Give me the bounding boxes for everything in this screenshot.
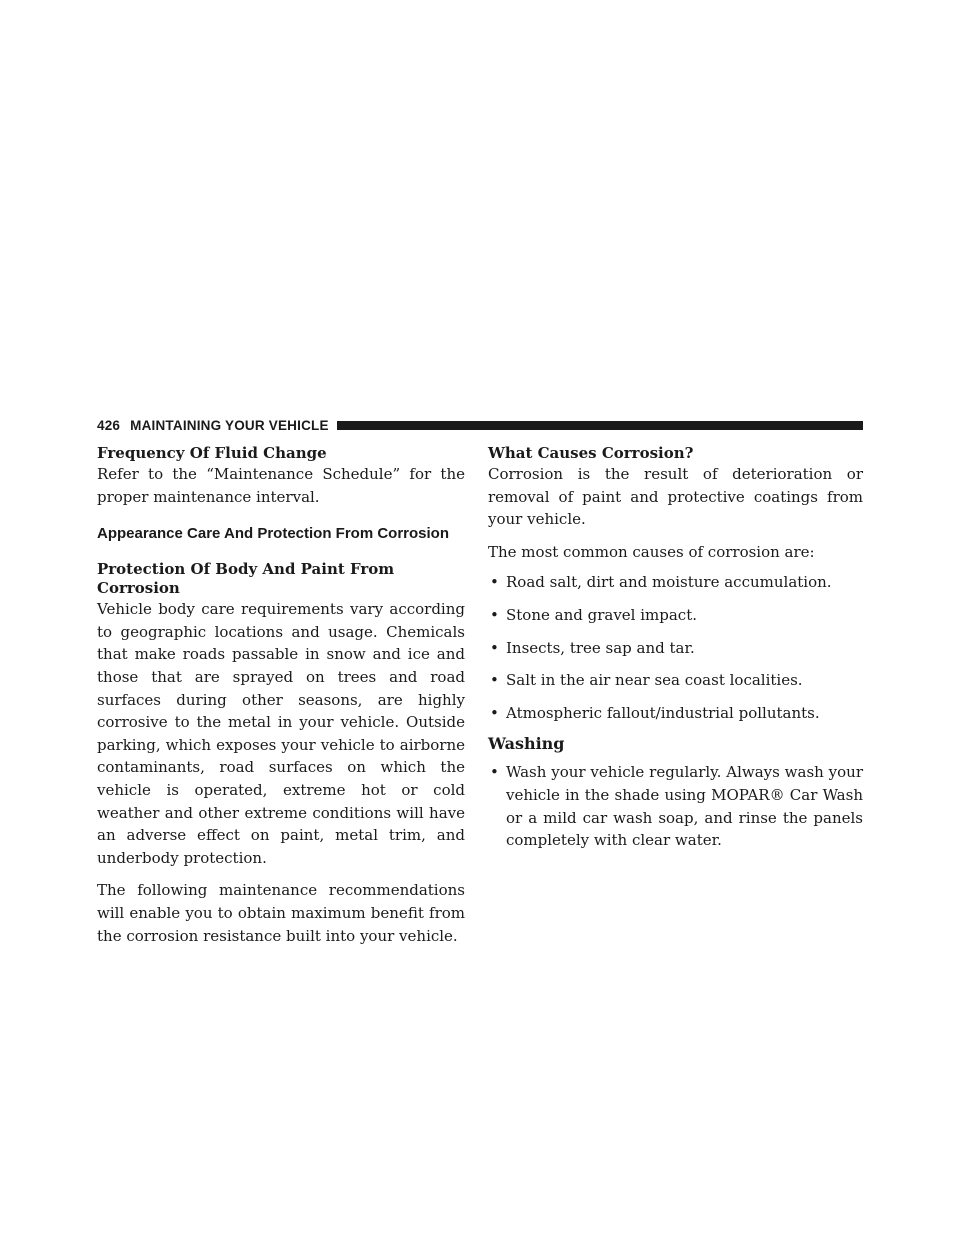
section-title: MAINTAINING YOUR VEHICLE	[130, 417, 329, 433]
washing-heading: Washing	[488, 734, 565, 754]
fluid-change-heading: Frequency Of Fluid Change	[97, 444, 327, 462]
bullet-icon: •	[490, 573, 499, 592]
left-column	[97, 444, 465, 947]
list-item-text: Wash your vehicle regularly. Always wash your vehicle in the shade using MOPAR® Car Wash or a mild car wash soap, and rinse the panels completely with clear water.	[506, 763, 863, 850]
list-item	[488, 571, 863, 594]
list-item-text: Road salt, dirt and moisture accumulation.	[506, 573, 832, 592]
bullet-icon: •	[490, 638, 499, 657]
washing-list	[488, 761, 863, 851]
page-header	[97, 417, 863, 433]
corrosion-definition-paragraph: Corrosion is the result of deterioration or removal of paint and protective coatings from your vehicle.	[488, 465, 863, 529]
page-number: 426	[97, 417, 121, 433]
list-item-text: Salt in the air near sea coast localities.	[506, 671, 803, 690]
right-column	[488, 444, 863, 852]
bullet-icon: •	[490, 671, 499, 690]
bullet-icon: •	[490, 703, 499, 722]
list-item	[488, 637, 863, 660]
corrosion-causes-list	[488, 571, 863, 724]
list-item-text: Stone and gravel impact.	[506, 605, 698, 624]
body-paint-protection-heading: Protection Of Body And Paint From Corrosion	[97, 560, 395, 598]
bullet-icon: •	[490, 605, 499, 624]
list-item	[488, 604, 863, 627]
list-item	[488, 669, 863, 692]
list-item	[488, 702, 863, 725]
header-rule	[337, 421, 863, 430]
fluid-change-text: Refer to the “Maintenance Schedule” for the proper maintenance interval.	[97, 465, 465, 506]
list-item-text: Atmospheric fallout/industrial pollutants.	[506, 703, 820, 722]
appearance-care-heading: Appearance Care And Protection From Corrosion	[97, 525, 450, 543]
body-care-paragraph: Vehicle body care requirements vary according to geographic locations and usage. Chemicals that make roads passable in snow and ice and those that are sprayed on trees and road surfaces during other seasons, are highly corrosive to the metal in your vehicle. Outside parking, which exposes your vehicle to airborne contaminants, road surfaces on which the vehicle is operated, extreme hot or cold weather and other extreme conditions will have an adverse effect on paint, metal trim, and underbody protection.	[97, 600, 465, 867]
list-item-text: Insects, tree sap and tar.	[506, 638, 695, 657]
common-causes-intro: The most common causes of corrosion are:	[488, 542, 815, 561]
maintenance-recommendations-paragraph: The following maintenance recommendations will enable you to obtain maximum benefit from the corrosion resistance built into your vehicle.	[97, 881, 465, 945]
list-item	[488, 761, 863, 851]
corrosion-causes-heading: What Causes Corrosion?	[488, 444, 694, 462]
bullet-icon: •	[490, 763, 499, 782]
